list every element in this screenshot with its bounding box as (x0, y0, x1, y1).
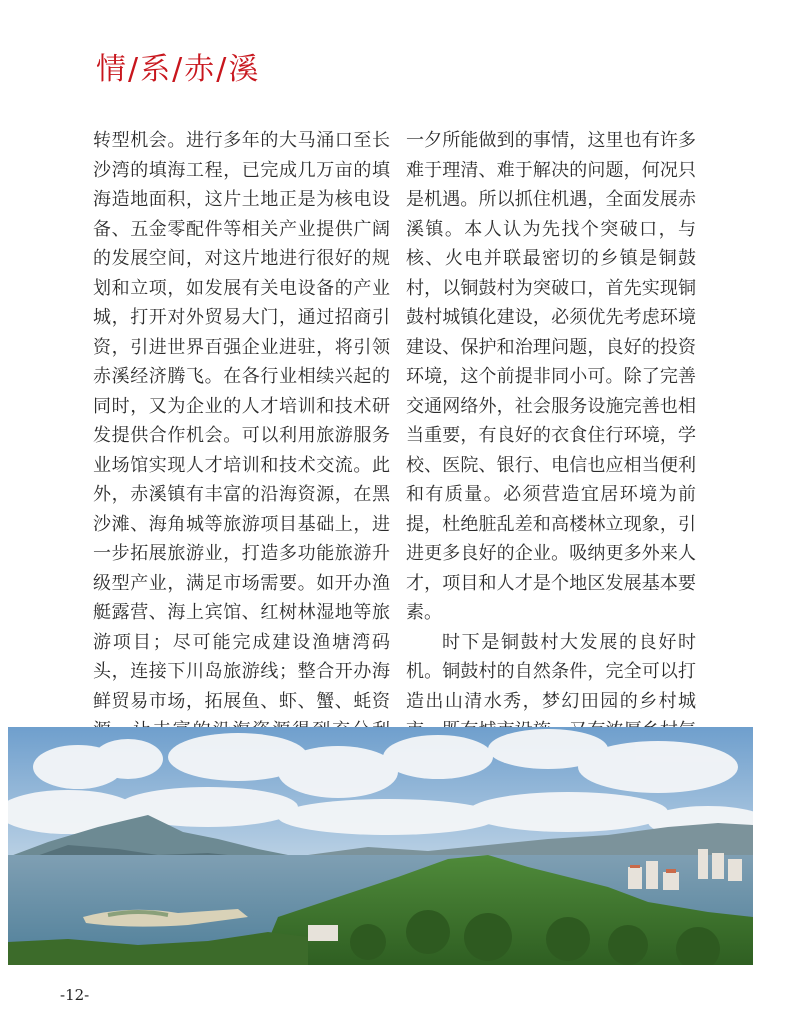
left-paragraph-1: 转型机会。进行多年的大马涌口至长沙湾的填海工程，已完成几万亩的填海造地面积，这片土地正是为核电设备、五金零配件等相关产业提供广阔的发展空间，对这片地进行很好的规划和立项，如发展有关电设备的产业城，打开对外贸易大门，通过招商引资，引进世界百强企业进驻，将引领赤溪经济腾飞。在各行业相续兴起的同时，又为企业的人才培训和技术研发提供合作机会。可以利用旅游服务业场馆实现人才培训和技术交流。此外，赤溪镇有丰富的沿海资源，在黑沙滩、海角城等旅游项目基础上，进一步拓展旅游业，打造多功能旅游升级型产业，满足市场需要。如开办渔艇露营、海上宾馆、红树林湿地等旅游项目；尽可能完成建设渔塘湾码头，连接下川岛旅游线；整合开办海鲜贸易市场，拓展鱼、虾、蟹、蚝资 (93, 130, 390, 712)
coastal-landscape-photo (8, 727, 753, 965)
page-number: -12- (60, 986, 90, 1004)
section-title: 情/系/赤/溪 (96, 52, 261, 87)
right-paragraph-2: 时下是铜鼓村大发展的良好时机。铜鼓村的自然条件，完全可以打造出山清水秀，梦幻田园的乡村城 (406, 631, 696, 712)
right-text-column (406, 126, 696, 775)
right-paragraph-1: 一夕所能做到的事情，这里也有许多难于理清、难于解决的问题，何况只是机遇。所以抓住机遇，全面发展赤溪镇。本人认为先找个突破口，与核、火电并联最密切的乡镇是铜鼓村，以铜鼓村为突破口，首先实现铜鼓村城镇化建设，必须优先考虑环境建设、保护和治理问题，良好的投资环境，这个前提非同小可。除了完善交通网络外，社会服务设施完善也相当重要，有良好的衣食住行环境，学校、医院、银行、电信也应相当便利和有质量。必须营造宜居环境为前提，杜绝脏乱差和高楼林立现象，引进更多良好的企业。吸纳更多外来人才，项目和人才是个地区发展基本要素。 (406, 130, 696, 623)
